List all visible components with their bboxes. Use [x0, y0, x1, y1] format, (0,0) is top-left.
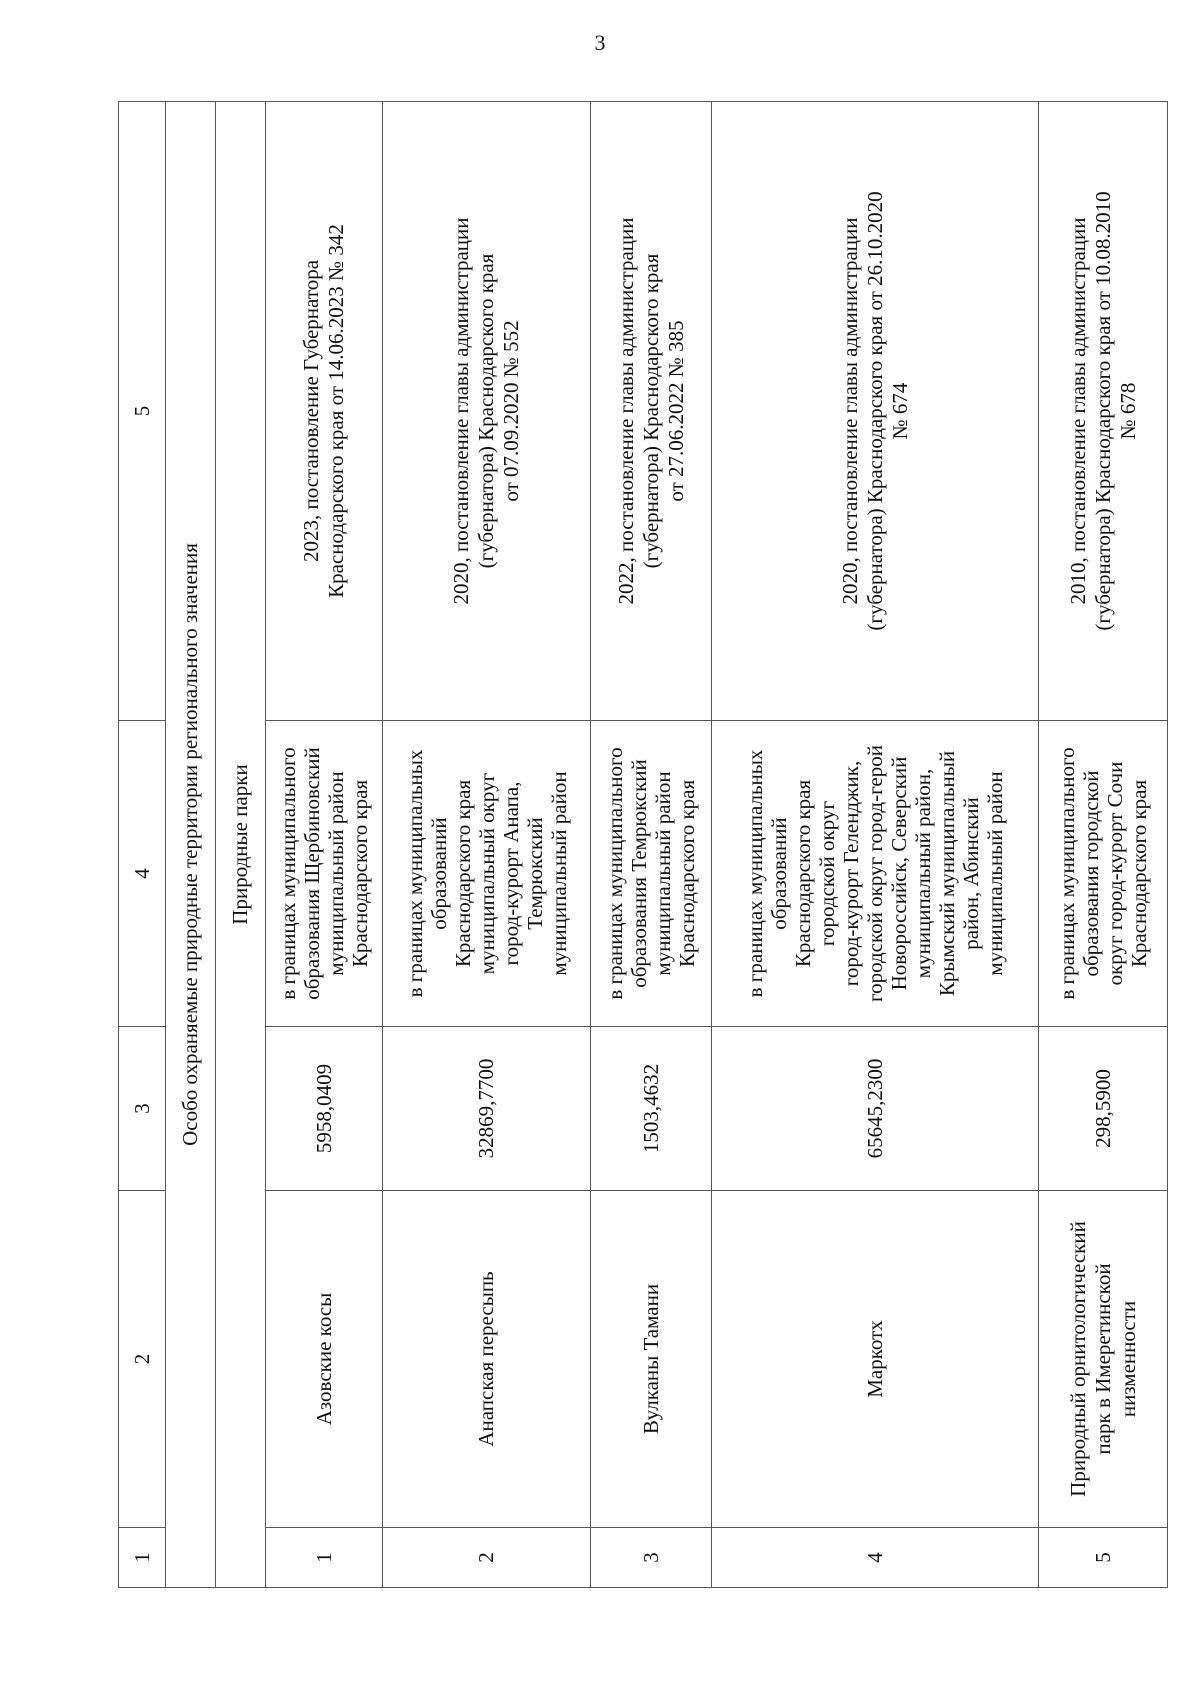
park-name: Природный орнитологический парк в Имеретинской низменности: [1039, 1191, 1168, 1528]
park-area: 5958,0409: [266, 1027, 383, 1191]
park-area: 298,5900: [1039, 1027, 1168, 1191]
row-number: 3: [591, 1528, 711, 1588]
legal-document: 2020, постановление главы администрации (губернатора) Краснодарского края от 26.10.2020 № 674: [711, 102, 1039, 721]
column-number: 4: [119, 721, 166, 1027]
park-area: 65645,2300: [711, 1027, 1039, 1191]
park-name: Анапская пересыпь: [382, 1191, 590, 1528]
park-area: 1503,4632: [591, 1027, 711, 1191]
park-area: 32869,7700: [382, 1027, 590, 1191]
rotated-table-container: [118, 102, 1168, 1588]
park-name: Маркотх: [711, 1191, 1039, 1528]
subsection-row: [216, 102, 266, 1588]
park-location: в границах муниципального образования городской округ город-курорт Сочи Краснодарского края: [1039, 721, 1168, 1027]
park-location: в границах муниципальных образований Краснодарского края муниципальный округ город-курорт Анапа, Темрюкский муниципальный район: [382, 721, 590, 1027]
row-number: 5: [1039, 1528, 1168, 1588]
protected-areas-table: [118, 101, 1168, 1588]
legal-document: 2022, постановление главы администрации (губернатора) Краснодарского края от 27.06.2022 № 385: [591, 102, 711, 721]
table-row: [711, 102, 1039, 1588]
column-number: 2: [119, 1191, 166, 1528]
subsection-title: Природные парки: [216, 102, 266, 1588]
table-row: [1039, 102, 1168, 1588]
park-location: в границах муниципального образования Щербиновский муниципальный район Краснодарского края: [266, 721, 383, 1027]
park-location: в границах муниципального образования Темрюкский муниципальный район Краснодарского края: [591, 721, 711, 1027]
row-number: 1: [266, 1528, 383, 1588]
row-number: 4: [711, 1528, 1039, 1588]
table-row: [382, 102, 590, 1588]
park-name: Вулканы Тамани: [591, 1191, 711, 1528]
table-row: [591, 102, 711, 1588]
section-row: [166, 102, 216, 1588]
column-number: 3: [119, 1027, 166, 1191]
column-number: 1: [119, 1528, 166, 1588]
legal-document: 2010, постановление главы администрации (губернатора) Краснодарского края от 10.08.2010 № 678: [1039, 102, 1168, 721]
row-number: 2: [382, 1528, 590, 1588]
section-title: Особо охраняемые природные территории регионального значения: [166, 102, 216, 1588]
legal-document: 2023, постановление Губернатора Краснодарского края от 14.06.2023 № 342: [266, 102, 383, 721]
table-row: [266, 102, 383, 1588]
park-location: в границах муниципальных образований Краснодарского края городской округ город-курорт Геленджик, городской округ город-герой Новороссийск, Северский муниципальный район, Крымский муниципальный район, Абинский муниципальный район: [711, 721, 1039, 1027]
column-number-row: [119, 102, 166, 1588]
legal-document: 2020, постановление главы администрации (губернатора) Краснодарского края от 07.09.2020 № 552: [382, 102, 590, 721]
column-number: 5: [119, 102, 166, 721]
page-number: 3: [594, 30, 606, 55]
park-name: Азовские косы: [266, 1191, 383, 1528]
